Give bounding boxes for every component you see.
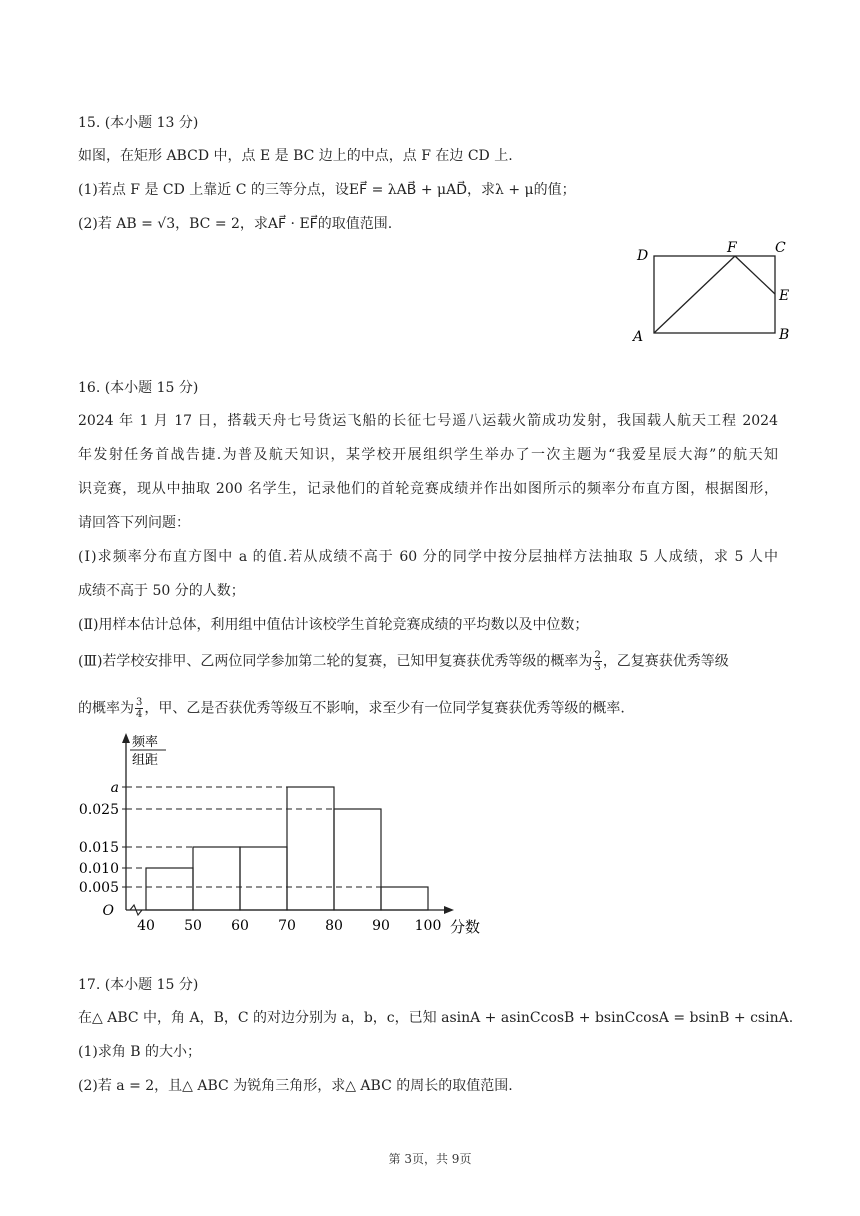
y-tick-label: a	[110, 780, 119, 796]
x-tick-label: 70	[278, 918, 296, 934]
q16-part3-text-a: (Ⅲ)若学校安排甲、乙两位同学参加第二轮的复赛，已知甲复赛获优秀等级的概率为	[78, 653, 593, 670]
histogram-bar	[240, 847, 287, 910]
q16-part3-text-b: ，乙复赛获优秀等级	[602, 653, 729, 670]
q16-intro-line-1: 2024 年 1 月 17 日，搭载天舟七号货运飞船的长征七号遥八运载火箭成功发射，我国载人航天工程 2024	[78, 413, 778, 429]
q16-part3-line-2	[78, 697, 625, 720]
q15-part2: (2)若 AB = √3，BC = 2，求AF⃗ · EF⃗的取值范围.	[78, 216, 393, 232]
q17-stem: 在△ ABC 中，角 A，B，C 的对边分别为 a，b，c，已知 asinA + asinCcosB + bsinCcosA = bsinB + csinA.	[78, 1010, 794, 1026]
y-tick-label: 0.025	[78, 802, 119, 818]
q15-stem: 如图，在矩形 ABCD 中，点 E 是 BC 边上的中点，点 F 在边 CD 上.	[78, 148, 513, 164]
q16-part3-line-1	[78, 650, 729, 673]
histogram-bar	[146, 868, 193, 910]
q17-header: 17. (本小题 15 分)	[78, 977, 199, 993]
fraction-two-thirds: $\frac{2}{3}$	[594, 650, 601, 673]
x-axis-arrow	[444, 906, 454, 914]
fraction-three-quarters: $\frac{3}{4}$	[136, 697, 143, 720]
x-tick-label: 50	[184, 918, 202, 934]
q16-intro-line-2: 年发射任务首战告捷.为普及航天知识，某学校开展组织学生举办了一次主题为“我爱星辰大海”的航天知	[78, 447, 778, 463]
y-tick-label: 0.015	[78, 840, 119, 856]
origin-label: O	[102, 903, 114, 919]
histogram-bar	[381, 887, 428, 910]
y-tick-label: 0.010	[78, 861, 119, 877]
histogram-bar	[287, 787, 334, 910]
q16-header: 16. (本小题 15 分)	[78, 380, 199, 396]
q16-part1-line-1: (Ⅰ)求频率分布直方图中 a 的值.若从成绩不高于 60 分的同学中按分层抽样方法抽取 5 人成绩，求 5 人中	[78, 549, 778, 565]
q16-part3-text-d: ，甲、乙是否获优秀等级互不影响，求至少有一位同学复赛获优秀等级的概率.	[144, 700, 625, 717]
q16-intro-line-4: 请回答下列问题：	[78, 515, 190, 531]
ylabel-bottom: 组距	[132, 753, 159, 768]
q16-part2: (Ⅱ)用样本估计总体，利用组中值估计该校学生首轮竞赛成绩的平均数以及中位数；	[78, 617, 589, 633]
q16-intro-line-3: 识竞赛，现从中抽取 200 名学生，记录他们的首轮竞赛成绩并作出如图所示的频率分布直方图，根据图形，	[78, 481, 778, 497]
label-C: C	[775, 240, 786, 256]
y-axis-arrow	[122, 733, 130, 743]
label-E: E	[779, 288, 790, 304]
label-F: F	[727, 240, 737, 256]
q16-part3-text-c: 的概率为	[78, 700, 134, 717]
q15-header: 15. (本小题 13 分)	[78, 115, 199, 131]
q17-part1: (1)求角 B 的大小；	[78, 1044, 202, 1060]
x-tick-label: 100	[414, 918, 442, 934]
histogram-bar	[193, 847, 240, 910]
label-B: B	[779, 327, 790, 343]
xlabel: 分数	[450, 918, 481, 936]
y-tick-label: 0.005	[78, 880, 119, 896]
q16-part1-line-2: 成绩不高于 50 分的人数；	[78, 583, 245, 599]
x-tick-label: 60	[231, 918, 249, 934]
frequency-histogram	[70, 728, 481, 940]
rectangle-figure	[628, 238, 798, 348]
page-footer: 第 3页，共 9页	[388, 1152, 472, 1166]
ylabel-top: 频率	[132, 735, 159, 750]
x-tick-label: 90	[372, 918, 390, 934]
histogram-bar	[334, 809, 381, 910]
x-tick-label: 40	[137, 918, 155, 934]
q17-part2: (2)若 a = 2，且△ ABC 为锐角三角形，求△ ABC 的周长的取值范围.	[78, 1078, 513, 1094]
x-tick-label: 80	[325, 918, 343, 934]
label-D: D	[637, 248, 649, 264]
label-A: A	[633, 329, 644, 345]
q15-part1: (1)若点 F 是 CD 上靠近 C 的三等分点，设EF⃗ = λAB⃗ + μAD⃗，求λ + μ的值；	[78, 182, 576, 198]
